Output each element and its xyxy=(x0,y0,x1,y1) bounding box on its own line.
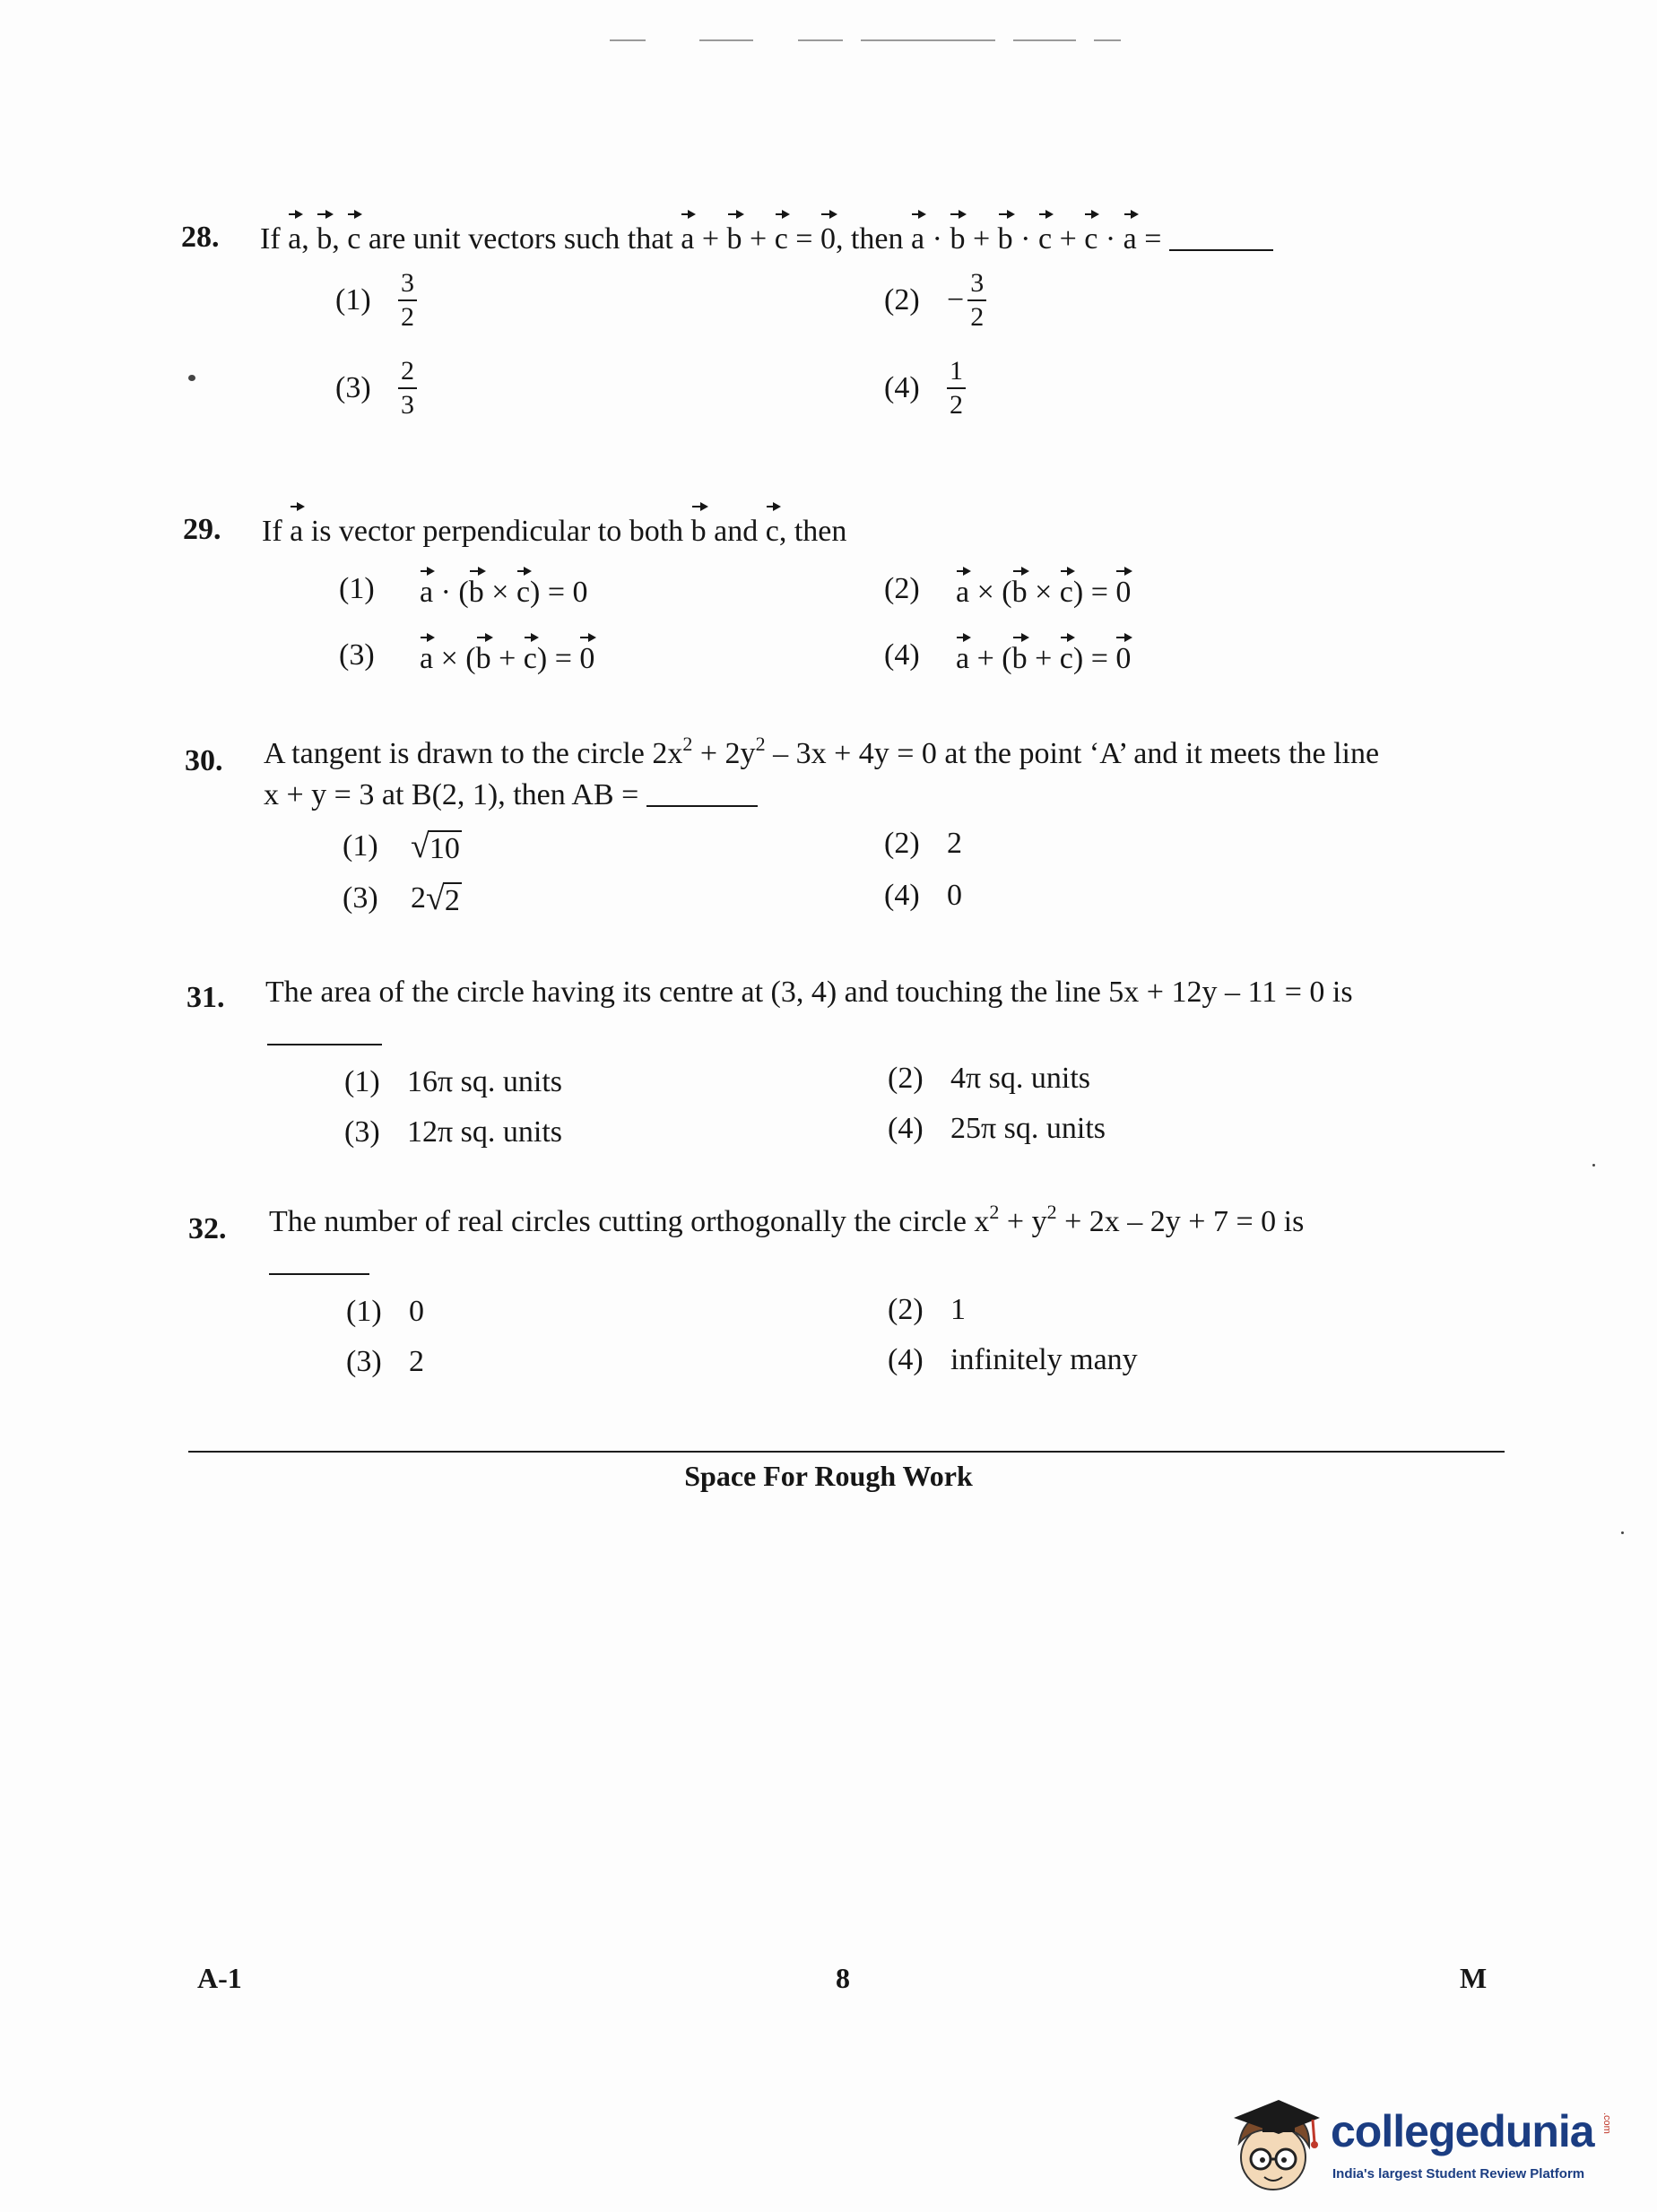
square-root: √ 2 xyxy=(426,880,460,917)
brand-domain: .com xyxy=(1601,2112,1612,2134)
footer-code: A-1 xyxy=(197,1962,242,1994)
footer-series: M xyxy=(1460,1962,1488,1994)
scan-speck xyxy=(1621,1531,1624,1534)
fraction: $\frac{1}{2}$ xyxy=(947,357,966,420)
option: (1) $\frac{3}{2}$ xyxy=(335,269,417,332)
option: (1) a · (b × c) = 0 xyxy=(339,568,588,610)
scan-mark xyxy=(798,39,843,41)
vector-b: b xyxy=(317,212,332,260)
answer-blank xyxy=(646,805,758,807)
fraction: $\frac{3}{2}$ xyxy=(967,269,986,332)
answer-blank xyxy=(269,1273,369,1275)
question-number: 28. xyxy=(181,221,220,254)
question-text: The number of real circles cutting orthogonally the circle $x^2 + y^2 + 2x - 2y + 7 = 0$ is xyxy=(269,1201,1305,1238)
option: (3) 2 xyxy=(346,1345,424,1378)
question-number: 29. xyxy=(183,513,221,546)
option: (2) a × (b × c) = 0 xyxy=(884,568,1131,610)
option: (1) 0 xyxy=(346,1295,424,1328)
option: (4) infinitely many xyxy=(888,1343,1138,1376)
rough-work-heading: Space For Rough Work xyxy=(684,1460,973,1492)
scan-mark xyxy=(1094,39,1121,41)
option: (4) 0 xyxy=(884,879,962,912)
option: (4) a + (b + c) = 0 xyxy=(884,635,1131,676)
option: (2) 2 xyxy=(884,827,962,860)
scan-mark xyxy=(610,39,646,41)
fraction: $\frac{3}{2}$ xyxy=(398,269,417,332)
answer-blank xyxy=(1169,249,1273,251)
fraction: $\frac{2}{3}$ xyxy=(398,357,417,420)
question-text: If a, b, c are unit vectors such that a + b + c = 0, then a · b + b · c + c · a = xyxy=(260,212,1273,260)
option: (1) √ 10 xyxy=(343,828,460,865)
option: (2) 1 xyxy=(888,1293,966,1326)
option: (3) a × (b + c) = 0 xyxy=(339,635,594,676)
answer-blank xyxy=(267,1044,382,1045)
option: (1) 16π sq. units xyxy=(344,1065,563,1098)
scan-mark xyxy=(861,39,995,41)
page-number: 8 xyxy=(836,1962,850,1994)
question-number: 31. xyxy=(187,981,225,1014)
mascot-icon xyxy=(1227,2087,1325,2195)
question-number: 32. xyxy=(188,1212,227,1245)
vector-c: c xyxy=(347,212,360,260)
scan-mark xyxy=(1013,39,1076,41)
brand-name: collegedunia xyxy=(1331,2106,1594,2156)
square-root: √ 10 xyxy=(411,828,460,865)
option: (2) − $\frac{3}{2}$ xyxy=(884,269,986,332)
question-number: 30. xyxy=(185,744,223,777)
vector-a: a xyxy=(288,212,301,260)
question-text: If a is vector perpendicular to both b and c, then xyxy=(262,504,846,552)
scan-speck xyxy=(1592,1164,1595,1167)
scan-mark xyxy=(699,39,753,41)
scan-speck xyxy=(188,375,195,381)
divider xyxy=(188,1451,1505,1453)
question-text: x + y = 3 at B(2, 1), then AB = xyxy=(264,775,758,816)
question-text: The area of the circle having its centre at (3, 4) and touching the line 5x + 12y – 11 = 0 is xyxy=(265,976,1353,1009)
brand-tagline: India's largest Student Review Platform xyxy=(1332,2166,1585,2182)
question-text: A tangent is drawn to the circle $2x^2 + 2y^2 - 3x + 4y = 0$ at the point ‘A’ and it meets the line xyxy=(264,733,1380,770)
option: (3) 12π sq. units xyxy=(344,1115,563,1149)
option: (3) $\frac{2}{3}$ xyxy=(335,357,417,420)
option: (3) 2 √ 2 xyxy=(343,880,460,917)
option: (2) 4π sq. units xyxy=(888,1062,1091,1095)
option: (4) 25π sq. units xyxy=(888,1112,1106,1145)
collegedunia-logo xyxy=(1227,2087,1621,2195)
option: (4) $\frac{1}{2}$ xyxy=(884,357,966,420)
